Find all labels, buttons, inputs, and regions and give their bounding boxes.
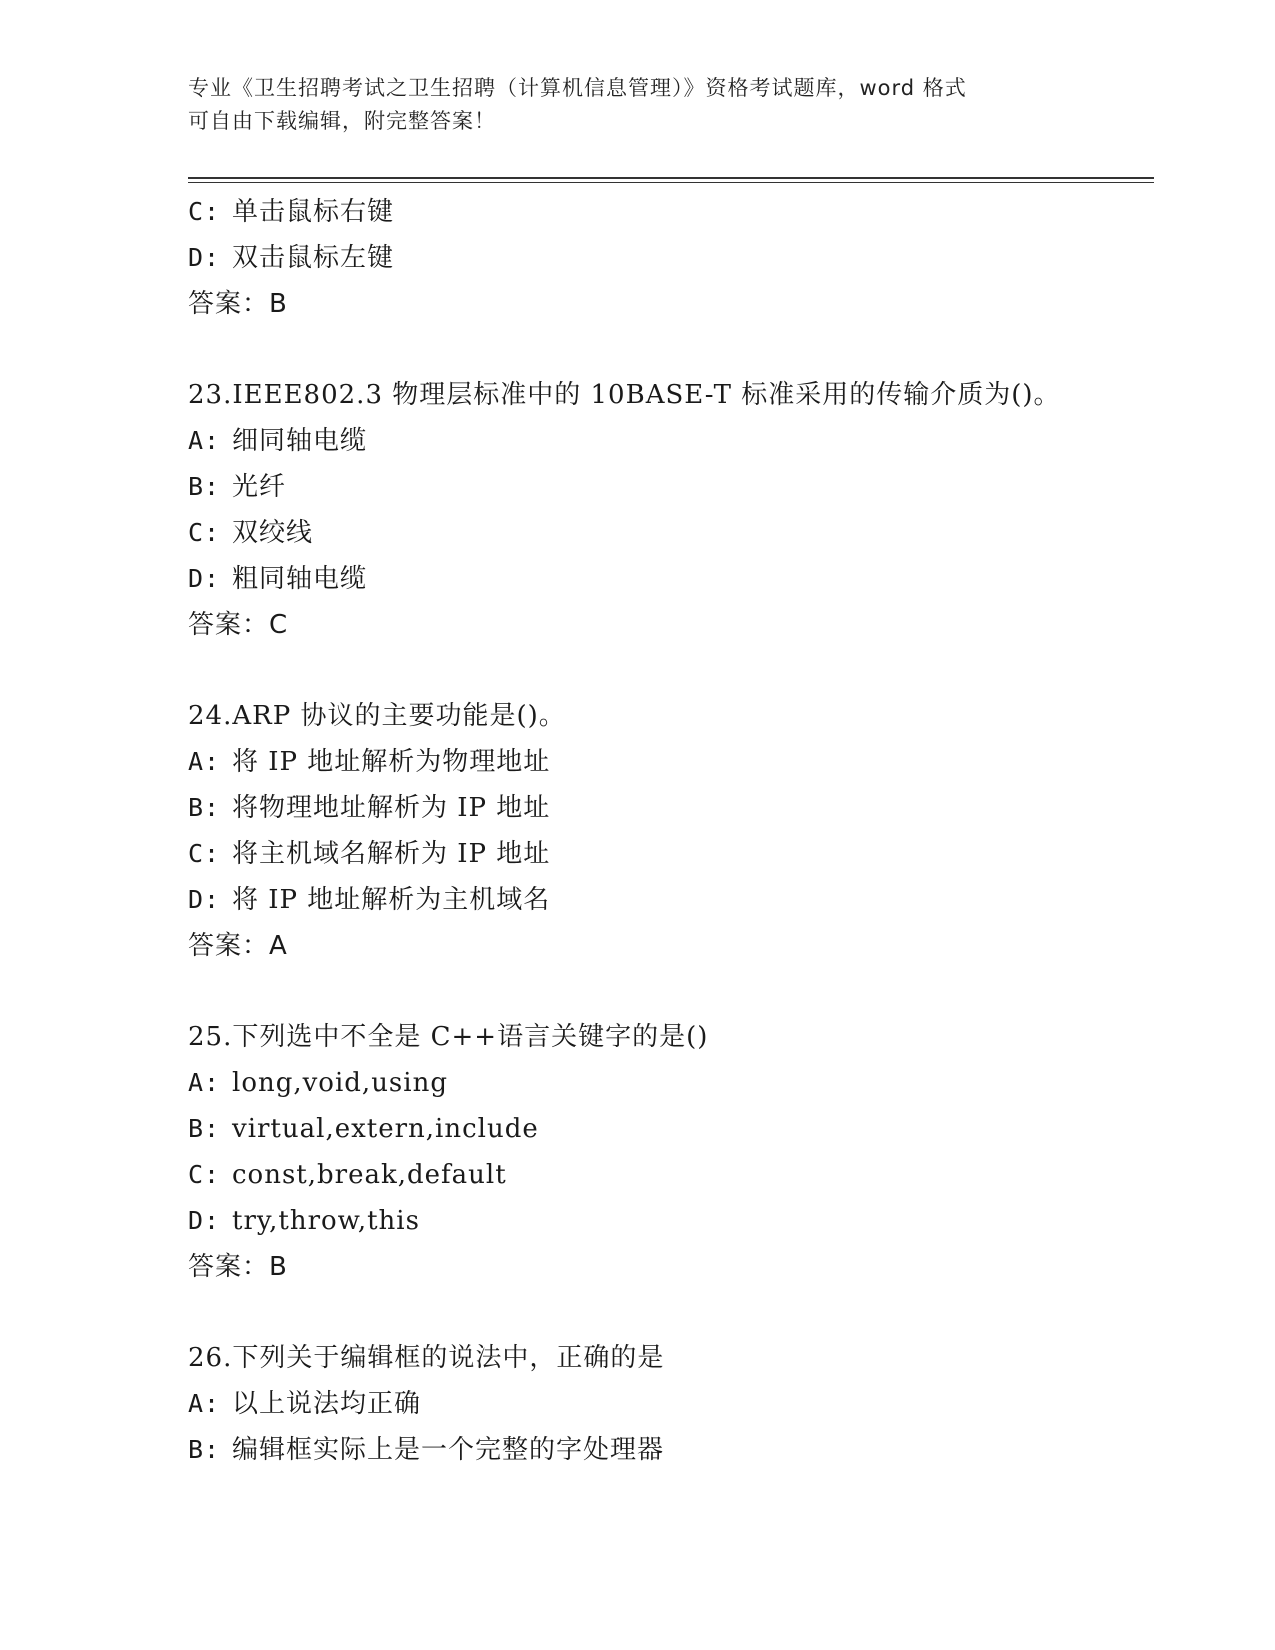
option-letter: A:	[188, 1068, 221, 1097]
question-text: 25.下列选中不全是 C++语言关键字的是()	[188, 1022, 709, 1052]
answer-line: 答案：A	[188, 931, 288, 961]
option-text: 双绞线	[232, 518, 314, 548]
option-letter: A:	[188, 426, 221, 455]
document-header	[188, 72, 1088, 138]
option-letter: B:	[188, 1435, 221, 1464]
option-letter: B:	[188, 472, 221, 501]
option-text: 双击鼠标左键	[232, 243, 395, 273]
option-row	[188, 831, 1154, 877]
question-text: 26.下列关于编辑框的说法中，正确的是	[188, 1343, 665, 1373]
option-row	[188, 1152, 1154, 1198]
question-block	[188, 372, 1154, 648]
question-block	[188, 693, 1154, 969]
question-text: 24.ARP 协议的主要功能是()。	[188, 701, 566, 731]
answer-line: 答案：B	[188, 289, 288, 319]
option-row	[188, 739, 1154, 785]
option-letter: C:	[188, 197, 221, 226]
option-text: 将物理地址解析为 IP 地址	[232, 793, 551, 823]
option-text: 将主机域名解析为 IP 地址	[232, 839, 551, 869]
option-text: 以上说法均正确	[232, 1389, 422, 1419]
option-text: try,throw,this	[232, 1206, 420, 1236]
option-text: 将 IP 地址解析为物理地址	[232, 747, 551, 777]
option-text: 单击鼠标右键	[232, 197, 395, 227]
option-letter: C:	[188, 1160, 221, 1189]
option-row	[188, 1427, 1154, 1473]
header-line-1: 专业《卫生招聘考试之卫生招聘（计算机信息管理）》资格考试题库，word 格式	[188, 76, 967, 100]
option-row	[188, 877, 1154, 923]
option-letter: C:	[188, 839, 221, 868]
option-row	[188, 1060, 1154, 1106]
option-row	[188, 785, 1154, 831]
option-text: const,break,default	[232, 1160, 507, 1190]
option-text: 编辑框实际上是一个完整的字处理器	[232, 1435, 665, 1465]
option-row	[188, 418, 1154, 464]
option-row	[188, 1106, 1154, 1152]
option-letter: D:	[188, 1206, 221, 1235]
option-text: 粗同轴电缆	[232, 564, 368, 594]
question-block	[188, 189, 1154, 327]
question-text: 23.IEEE802.3 物理层标准中的 10BASE-T 标准采用的传输介质为()。	[188, 380, 1061, 410]
option-letter: A:	[188, 1389, 221, 1418]
header-line-2: 可自由下载编辑，附完整答案！	[188, 109, 496, 133]
option-letter: D:	[188, 564, 221, 593]
option-text: 将 IP 地址解析为主机域名	[232, 885, 551, 915]
option-text: virtual,extern,include	[232, 1114, 539, 1144]
option-letter: C:	[188, 518, 221, 547]
option-row	[188, 1198, 1154, 1244]
answer-line: 答案：C	[188, 610, 289, 640]
option-row	[188, 556, 1154, 602]
option-row	[188, 189, 1154, 235]
option-row	[188, 1381, 1154, 1427]
option-text: long,void,using	[232, 1068, 448, 1098]
question-block	[188, 1335, 1154, 1473]
option-letter: D:	[188, 243, 221, 272]
option-row	[188, 235, 1154, 281]
option-letter: D:	[188, 885, 221, 914]
question-block	[188, 1014, 1154, 1290]
option-letter: A:	[188, 747, 221, 776]
option-text: 细同轴电缆	[232, 426, 368, 456]
option-row	[188, 464, 1154, 510]
option-text: 光纤	[232, 472, 287, 502]
answer-line: 答案：B	[188, 1252, 288, 1282]
header-divider	[188, 177, 1154, 179]
option-letter: B:	[188, 1114, 221, 1143]
header-divider-thin	[188, 182, 1154, 183]
option-letter: B:	[188, 793, 221, 822]
question-list	[188, 189, 1154, 1473]
option-row	[188, 510, 1154, 556]
